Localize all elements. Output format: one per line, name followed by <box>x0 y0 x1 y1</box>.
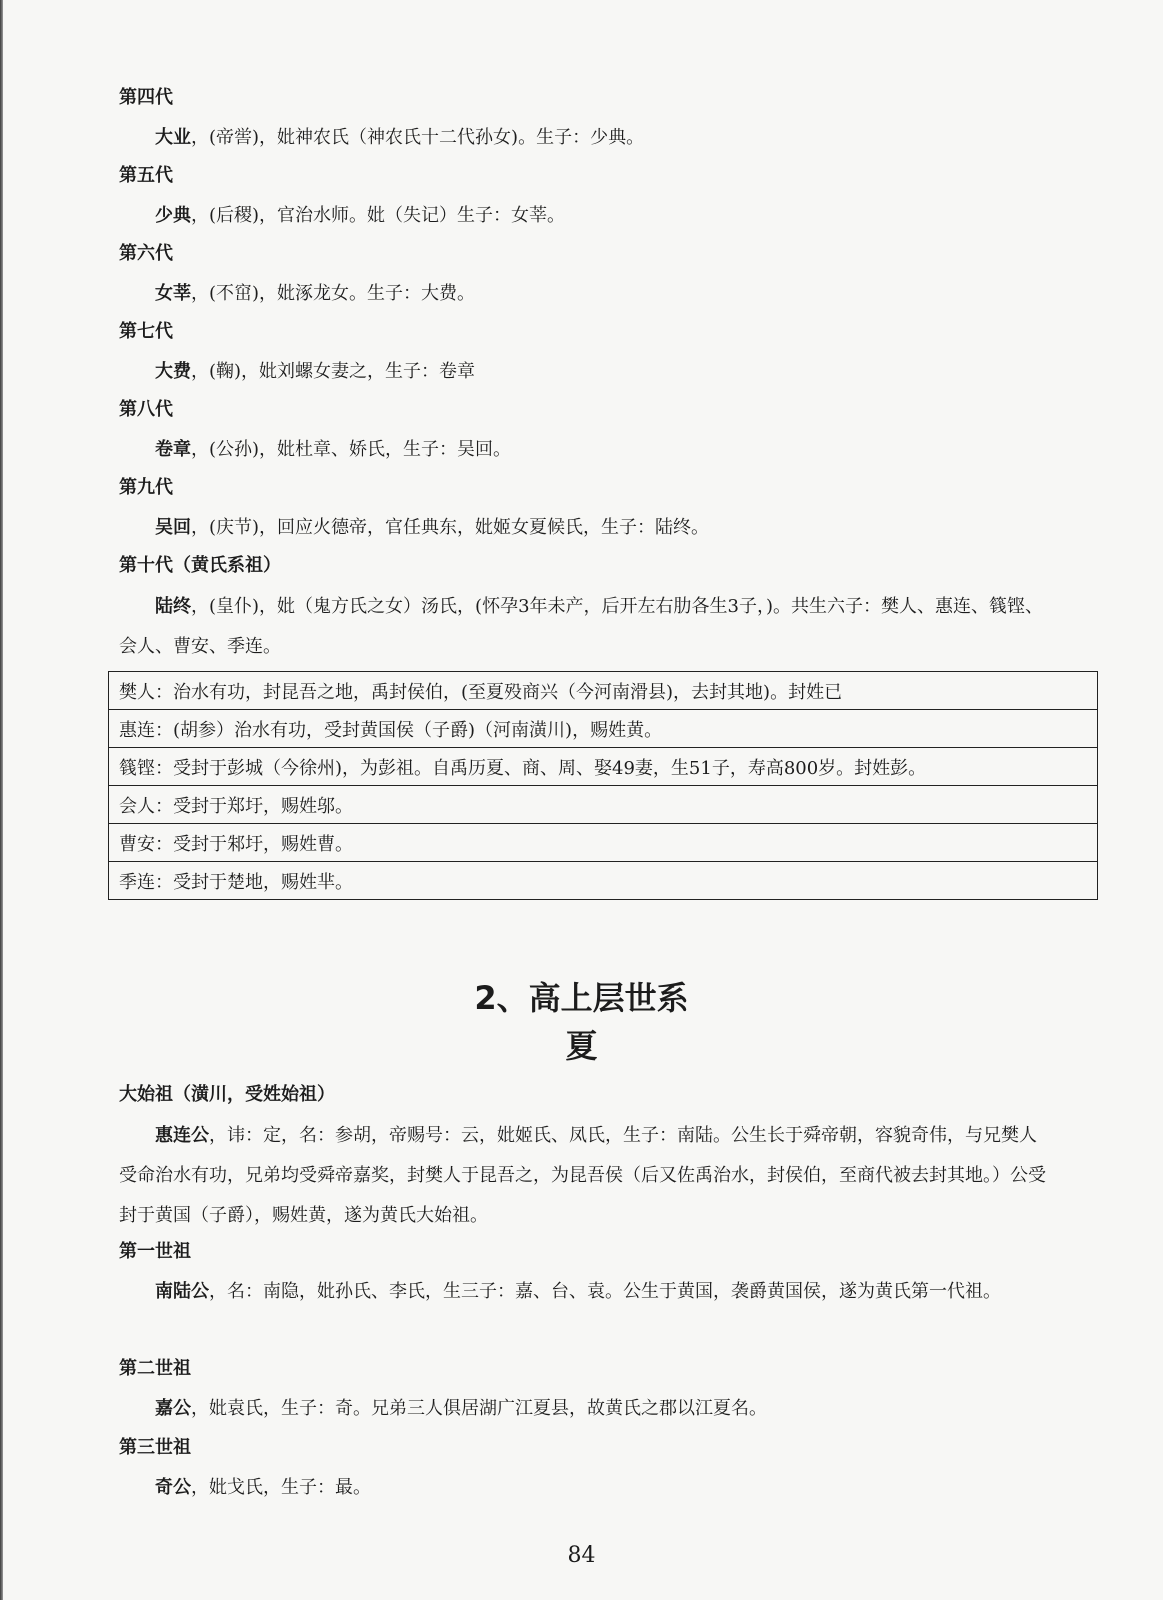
person-name: 奇公 <box>155 1477 191 1498</box>
page-number: 84 <box>567 1543 596 1568</box>
table-row <box>109 672 1098 710</box>
generation-heading: 第六代 <box>119 243 173 264</box>
ancestor-heading: 大始祖（潢川，受姓始祖） <box>119 1084 335 1105</box>
entry-text: ，名：南隐，妣孙氏、李氏，生三子：嘉、台、袁。公生于黄国，袭爵黄国侯，遂为黄氏第一代祖。 <box>209 1281 1001 1302</box>
generation-entry <box>119 587 1049 667</box>
person-name: 卷章 <box>155 439 191 460</box>
generation-entry <box>119 508 1049 548</box>
entry-text: ，(庆节)，回应火德帝，官任典东，妣姬女夏候氏，生子：陆终。 <box>191 517 710 538</box>
person-name: 陆终 <box>155 596 191 617</box>
generation-entry <box>119 352 1049 392</box>
entry-text: ，(皇仆)，妣（鬼方氏之女）汤氏，(怀孕3年未产，后开左右肋各生3子，)。共生六子：樊人、惠连、篯铿、会人、曹安、季连。 <box>119 596 1043 657</box>
table-cell: 曹安：受封于邾圩，赐姓曹。 <box>109 824 1098 862</box>
section-subtitle: 夏 <box>565 1027 598 1065</box>
ancestor-heading: 第三世祖 <box>119 1437 191 1458</box>
generation-entry <box>119 118 1049 158</box>
table-row <box>109 710 1098 748</box>
entry-text: ，(鞠)，妣刘螺女妻之，生子：卷章 <box>191 361 476 382</box>
table-cell: 会人：受封于郑圩，赐姓邬。 <box>109 786 1098 824</box>
table-cell: 篯铿：受封于彭城（今徐州)，为彭祖。自禹历夏、商、周、娶49妻，生51子，寿高800岁。封姓彭。 <box>109 748 1098 786</box>
table-row <box>109 748 1098 786</box>
sons-table <box>108 671 1098 900</box>
generation-heading: 第九代 <box>119 477 173 498</box>
person-name: 大费 <box>155 361 191 382</box>
ancestor-entry <box>119 1272 1049 1312</box>
person-name: 嘉公 <box>155 1398 191 1419</box>
entry-text: ，讳：定，名：参胡，帝赐号：云，妣姬氏、凤氏，生子：南陆。公生长于舜帝朝，容貌奇伟，与兄樊人受命治水有功，兄弟均受舜帝嘉奖，封樊人于昆吾之，为昆吾侯（后又佐禹治水，封侯伯，至商代被去封其地。）公受封于黄国（子爵），赐姓黄，遂为黄氏大始祖。 <box>119 1125 1046 1226</box>
entry-text: ，(不窋)，妣涿龙女。生子：大费。 <box>191 283 476 304</box>
table-row <box>109 862 1098 900</box>
table-row <box>109 824 1098 862</box>
table-cell: 季连：受封于楚地，赐姓芈。 <box>109 862 1098 900</box>
page-binding-edge <box>0 0 3 1600</box>
table-cell: 惠连：(胡参）治水有功，受封黄国侯（子爵)（河南潢川)，赐姓黄。 <box>109 710 1098 748</box>
generation-heading: 第八代 <box>119 399 173 420</box>
section-title: 2、高上层世系 <box>474 979 689 1017</box>
generation-entry <box>119 274 1049 314</box>
generation-heading: 第四代 <box>119 87 173 108</box>
generation-entry <box>119 430 1049 470</box>
generation-entry <box>119 196 1049 236</box>
entry-text: ，(后稷)，官治水师。妣（失记）生子：女莘。 <box>191 205 566 226</box>
person-name: 惠连公 <box>155 1125 209 1146</box>
ancestor-entry <box>119 1468 1049 1508</box>
entry-text: ，(帝喾)，妣神农氏（神农氏十二代孙女)。生子：少典。 <box>191 127 645 148</box>
person-name: 女莘 <box>155 283 191 304</box>
ancestor-entry <box>119 1116 1049 1236</box>
ancestor-entry <box>119 1389 1049 1429</box>
person-name: 少典 <box>155 205 191 226</box>
person-name: 吴回 <box>155 517 191 538</box>
ancestor-heading: 第二世祖 <box>119 1358 191 1379</box>
entry-text: ，妣戈氏，生子：最。 <box>191 1477 371 1498</box>
person-name: 南陆公 <box>155 1281 209 1302</box>
generation-heading: 第七代 <box>119 321 173 342</box>
entry-text: ，(公孙)，妣杜章、娇氏，生子：吴回。 <box>191 439 512 460</box>
table-cell: 樊人：治水有功，封昆吾之地，禹封侯伯，(至夏殁商兴（今河南滑县)，去封其地)。封姓已 <box>109 672 1098 710</box>
entry-text: ，妣袁氏，生子：奇。兄弟三人俱居湖广江夏县，故黄氏之郡以江夏名。 <box>191 1398 767 1419</box>
generation-heading: 第五代 <box>119 165 173 186</box>
generation-heading: 第十代（黄氏系祖） <box>119 555 281 576</box>
ancestor-heading: 第一世祖 <box>119 1241 191 1262</box>
person-name: 大业 <box>155 127 191 148</box>
table-row <box>109 786 1098 824</box>
